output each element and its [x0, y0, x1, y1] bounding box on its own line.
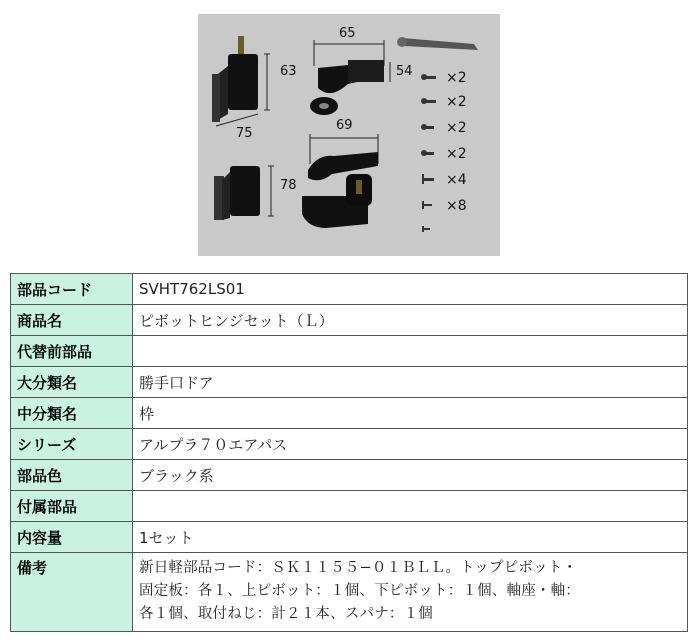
spec-label: 大分類名 — [11, 367, 133, 398]
dimension-label-length: 75 — [236, 126, 253, 141]
quantity-label-2: ×2 — [446, 94, 467, 110]
notes-line: 新日軽部品コード：ＳＫ１１５５−０１ＢＬＬ。トップピボット・ — [139, 560, 578, 576]
spec-label: 内容量 — [11, 522, 133, 553]
spec-label: 部品色 — [11, 460, 133, 491]
quantity-label-1: ×2 — [446, 70, 467, 86]
dimension-label-height-upper: 63 — [280, 64, 297, 79]
quantity-label-4: ×2 — [446, 146, 467, 162]
dimension-label-depth: 54 — [396, 64, 413, 79]
spec-value: ブラック系 — [133, 460, 688, 491]
spec-row-part-code — [11, 274, 688, 305]
spec-row-middle-category — [11, 398, 688, 429]
quantity-label-5: ×4 — [446, 172, 467, 188]
spec-label: 付属部品 — [11, 491, 133, 522]
spec-label: 代替前部品 — [11, 336, 133, 367]
dimension-label-height-lower: 78 — [280, 178, 297, 193]
spec-row-color — [11, 460, 688, 491]
spec-label: 商品名 — [11, 305, 133, 336]
spec-value: 勝手口ドア — [133, 367, 688, 398]
spec-table — [10, 273, 688, 632]
spec-label: 中分類名 — [11, 398, 133, 429]
notes-line: 各１個、取付ねじ：計２１本、スパナ：１個 — [139, 606, 433, 622]
spec-row-product-name — [11, 305, 688, 336]
quantity-label-3: ×2 — [446, 120, 467, 136]
spec-row-accessories — [11, 491, 688, 522]
quantity-label-6: ×8 — [446, 198, 467, 214]
spec-row-contents — [11, 522, 688, 553]
spec-value: アルプラ７０エアパス — [133, 429, 688, 460]
spec-notes-value — [133, 553, 688, 632]
dimension-label-width-lower: 69 — [336, 118, 353, 133]
spec-value: SVHT762LS01 — [133, 274, 688, 305]
spec-value: 枠 — [133, 398, 688, 429]
product-photo — [198, 14, 500, 256]
spec-value: ピボットヒンジセット（Ｌ） — [133, 305, 688, 336]
spec-row-replacement-part — [11, 336, 688, 367]
dimension-label-width-upper: 65 — [339, 26, 356, 41]
spec-value — [133, 336, 688, 367]
spec-row-notes — [11, 553, 688, 632]
notes-line: 固定板：各１、上ピボット：１個、下ピボット：１個、軸座・軸： — [139, 583, 580, 599]
spec-value: 1セット — [133, 522, 688, 553]
spec-label: シリーズ — [11, 429, 133, 460]
spec-label: 部品コード — [11, 274, 133, 305]
spec-value — [133, 491, 688, 522]
spec-row-major-category — [11, 367, 688, 398]
spec-label: 備考 — [11, 553, 133, 632]
spec-row-series — [11, 429, 688, 460]
